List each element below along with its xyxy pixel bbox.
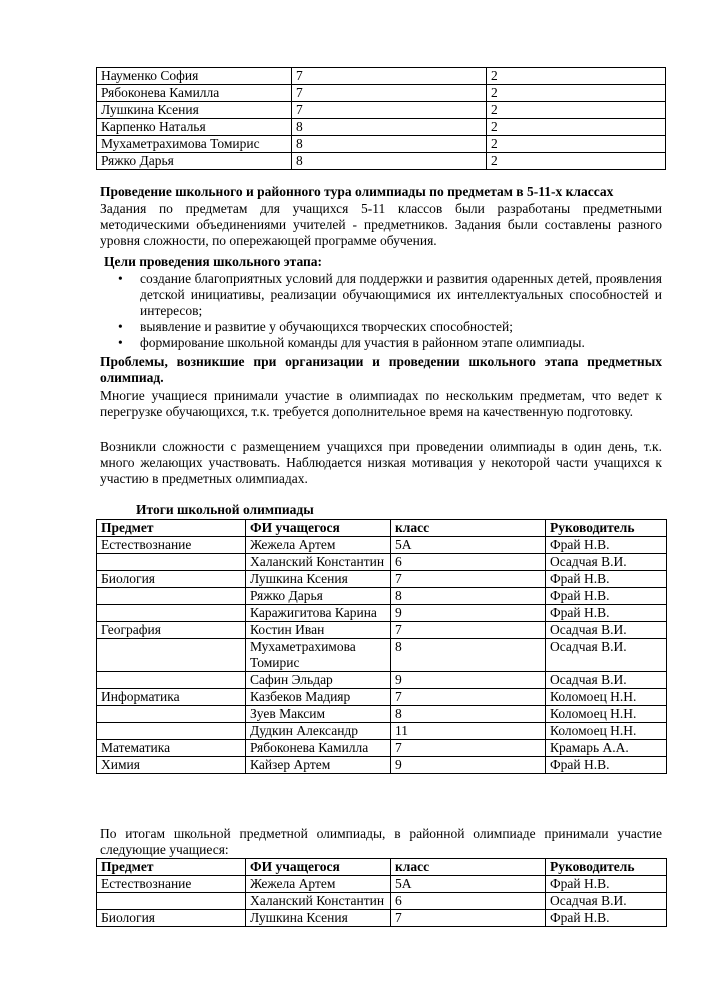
cell-value: 2 [487, 85, 666, 102]
cell-subject [97, 605, 246, 622]
cell-student: Казбеков Мадияр [246, 689, 391, 706]
header-subject: Предмет [97, 859, 246, 876]
cell-grade: 6 [391, 893, 546, 910]
cell-student: Каражигитова Карина [246, 605, 391, 622]
goals-title: Цели проведения школьного этапа: [104, 254, 323, 269]
cell-grade: 5А [391, 537, 546, 554]
cell-teacher: Осадчая В.И. [546, 554, 667, 571]
cell-student: Халанский Константин [246, 554, 391, 571]
cell-student: Мухаметрахимова Томирис [246, 639, 391, 672]
table-row [97, 605, 667, 622]
cell-value: 2 [487, 119, 666, 136]
cell-grade: 8 [292, 119, 487, 136]
table-row [97, 588, 667, 605]
table-row [97, 876, 667, 893]
header-grade: класс [391, 859, 546, 876]
header-grade: класс [391, 520, 546, 537]
district-table-header [97, 859, 667, 876]
cell-subject: Биология [97, 571, 246, 588]
top-table [96, 67, 666, 170]
cell-student: Ряжко Дарья [246, 588, 391, 605]
table-row [97, 706, 667, 723]
cell-grade: 8 [391, 639, 546, 672]
cell-teacher: Крамарь А.А. [546, 740, 667, 757]
header-student: ФИ учащегося [246, 520, 391, 537]
cell-subject [97, 588, 246, 605]
cell-student: Мухаметрахимова Томирис [97, 136, 292, 153]
table-row [97, 910, 667, 927]
cell-student: Костин Иван [246, 622, 391, 639]
table-row [97, 119, 666, 136]
table-row [97, 689, 667, 706]
table-row [97, 740, 667, 757]
cell-grade: 7 [391, 910, 546, 927]
cell-student: Халанский Константин [246, 893, 391, 910]
cell-subject: Математика [97, 740, 246, 757]
cell-subject [97, 893, 246, 910]
section-intro: Задания по предметам для учащихся 5-11 классов были разработаны предметными методическими объединениями учителей - предметников. Задания были составлены разного уровня сложности, по опережающей программе обучения. [100, 201, 662, 248]
cell-teacher: Фрай Н.В. [546, 910, 667, 927]
table-row [97, 639, 667, 672]
cell-subject [97, 723, 246, 740]
cell-subject [97, 672, 246, 689]
cell-subject: Естествознание [97, 537, 246, 554]
cell-grade: 7 [292, 85, 487, 102]
cell-value: 2 [487, 102, 666, 119]
section-title: Проведение школьного и районного тура олимпиады по предметам в 5-11-х классах [100, 184, 614, 199]
header-teacher: Руководитель [546, 520, 667, 537]
district-table [96, 858, 667, 927]
table-row [97, 153, 666, 170]
table-row [97, 571, 667, 588]
cell-grade: 7 [292, 68, 487, 85]
goal-item: • создание благоприятных условий для поддержки и развития одаренных детей, проявления детской инициативы, реализации обучающимися их интеллектуальных способностей и интересов; [140, 271, 662, 319]
cell-grade: 9 [391, 672, 546, 689]
cell-grade: 7 [391, 689, 546, 706]
cell-grade: 11 [391, 723, 546, 740]
cell-subject: Естествознание [97, 876, 246, 893]
cell-teacher: Фрай Н.В. [546, 588, 667, 605]
results-caption: Итоги школьной олимпиады [136, 502, 314, 517]
results-table-header [97, 520, 667, 537]
cell-teacher: Фрай Н.В. [546, 876, 667, 893]
table-row [97, 554, 667, 571]
cell-grade: 8 [391, 706, 546, 723]
cell-teacher: Осадчая В.И. [546, 622, 667, 639]
cell-subject [97, 639, 246, 672]
cell-grade: 7 [292, 102, 487, 119]
cell-student: Жежела Артем [246, 876, 391, 893]
cell-student: Зуев Максим [246, 706, 391, 723]
cell-student: Карпенко Наталья [97, 119, 292, 136]
cell-student: Ряжко Дарья [97, 153, 292, 170]
cell-teacher: Фрай Н.В. [546, 537, 667, 554]
cell-grade: 9 [391, 757, 546, 774]
cell-grade: 9 [391, 605, 546, 622]
cell-value: 2 [487, 153, 666, 170]
problems-paragraph-2: Возникли сложности с размещением учащихся при проведении олимпиады в один день, т.к. много желающих участвовать. Наблюдается низкая мотивация у некоторой части учащихся к участию в предметных олимпиадах. [100, 439, 662, 486]
cell-subject: Химия [97, 757, 246, 774]
cell-grade: 5А [391, 876, 546, 893]
table-row [97, 672, 667, 689]
cell-student: Кайзер Артем [246, 757, 391, 774]
table-row [97, 68, 666, 85]
cell-subject: Биология [97, 910, 246, 927]
cell-value: 2 [487, 136, 666, 153]
cell-grade: 7 [391, 571, 546, 588]
cell-student: Сафин Эльдар [246, 672, 391, 689]
cell-grade: 8 [292, 153, 487, 170]
table-row [97, 893, 667, 910]
cell-student: Жежела Артем [246, 537, 391, 554]
table-row [97, 723, 667, 740]
goal-item: • формирование школьной команды для участия в районном этапе олимпиады. [140, 335, 662, 351]
cell-student: Науменко София [97, 68, 292, 85]
cell-teacher: Фрай Н.В. [546, 605, 667, 622]
cell-grade: 8 [391, 588, 546, 605]
cell-grade: 6 [391, 554, 546, 571]
cell-subject: География [97, 622, 246, 639]
problems-title: Проблемы, возникшие при организации и проведении школьного этапа предметных олимпиад. [100, 354, 662, 385]
district-intro: По итогам школьной предметной олимпиады, в районной олимпиаде принимали участие следующие учащиеся: [100, 826, 662, 857]
cell-teacher: Коломоец Н.Н. [546, 706, 667, 723]
cell-teacher: Осадчая В.И. [546, 639, 667, 672]
cell-student: Лушкина Ксения [246, 910, 391, 927]
goals-list [100, 271, 662, 351]
cell-value: 2 [487, 68, 666, 85]
cell-student: Лушкина Ксения [97, 102, 292, 119]
cell-student: Рябоконева Камилла [97, 85, 292, 102]
header-student: ФИ учащегося [246, 859, 391, 876]
header-subject: Предмет [97, 520, 246, 537]
cell-teacher: Коломоец Н.Н. [546, 723, 667, 740]
cell-teacher: Фрай Н.В. [546, 571, 667, 588]
table-row [97, 85, 666, 102]
cell-teacher: Осадчая В.И. [546, 672, 667, 689]
table-row [97, 757, 667, 774]
cell-subject: Информатика [97, 689, 246, 706]
cell-teacher: Коломоец Н.Н. [546, 689, 667, 706]
results-table [96, 519, 667, 774]
cell-student: Лушкина Ксения [246, 571, 391, 588]
goal-item: • выявление и развитие у обучающихся творческих способностей; [140, 319, 662, 335]
cell-grade: 7 [391, 622, 546, 639]
cell-grade: 8 [292, 136, 487, 153]
cell-teacher: Фрай Н.В. [546, 757, 667, 774]
problems-paragraph-1: Многие учащиеся принимали участие в олимпиадах по нескольким предметам, что ведет к перегрузке обучающихся, т.к. требуется дополнительное время на качественную подготовку. [100, 388, 662, 419]
cell-subject [97, 706, 246, 723]
cell-student: Дудкин Александр [246, 723, 391, 740]
cell-student: Рябоконева Камилла [246, 740, 391, 757]
cell-teacher: Осадчая В.И. [546, 893, 667, 910]
table-row [97, 136, 666, 153]
table-row [97, 102, 666, 119]
header-teacher: Руководитель [546, 859, 667, 876]
cell-grade: 7 [391, 740, 546, 757]
cell-subject [97, 554, 246, 571]
table-row [97, 537, 667, 554]
table-row [97, 622, 667, 639]
